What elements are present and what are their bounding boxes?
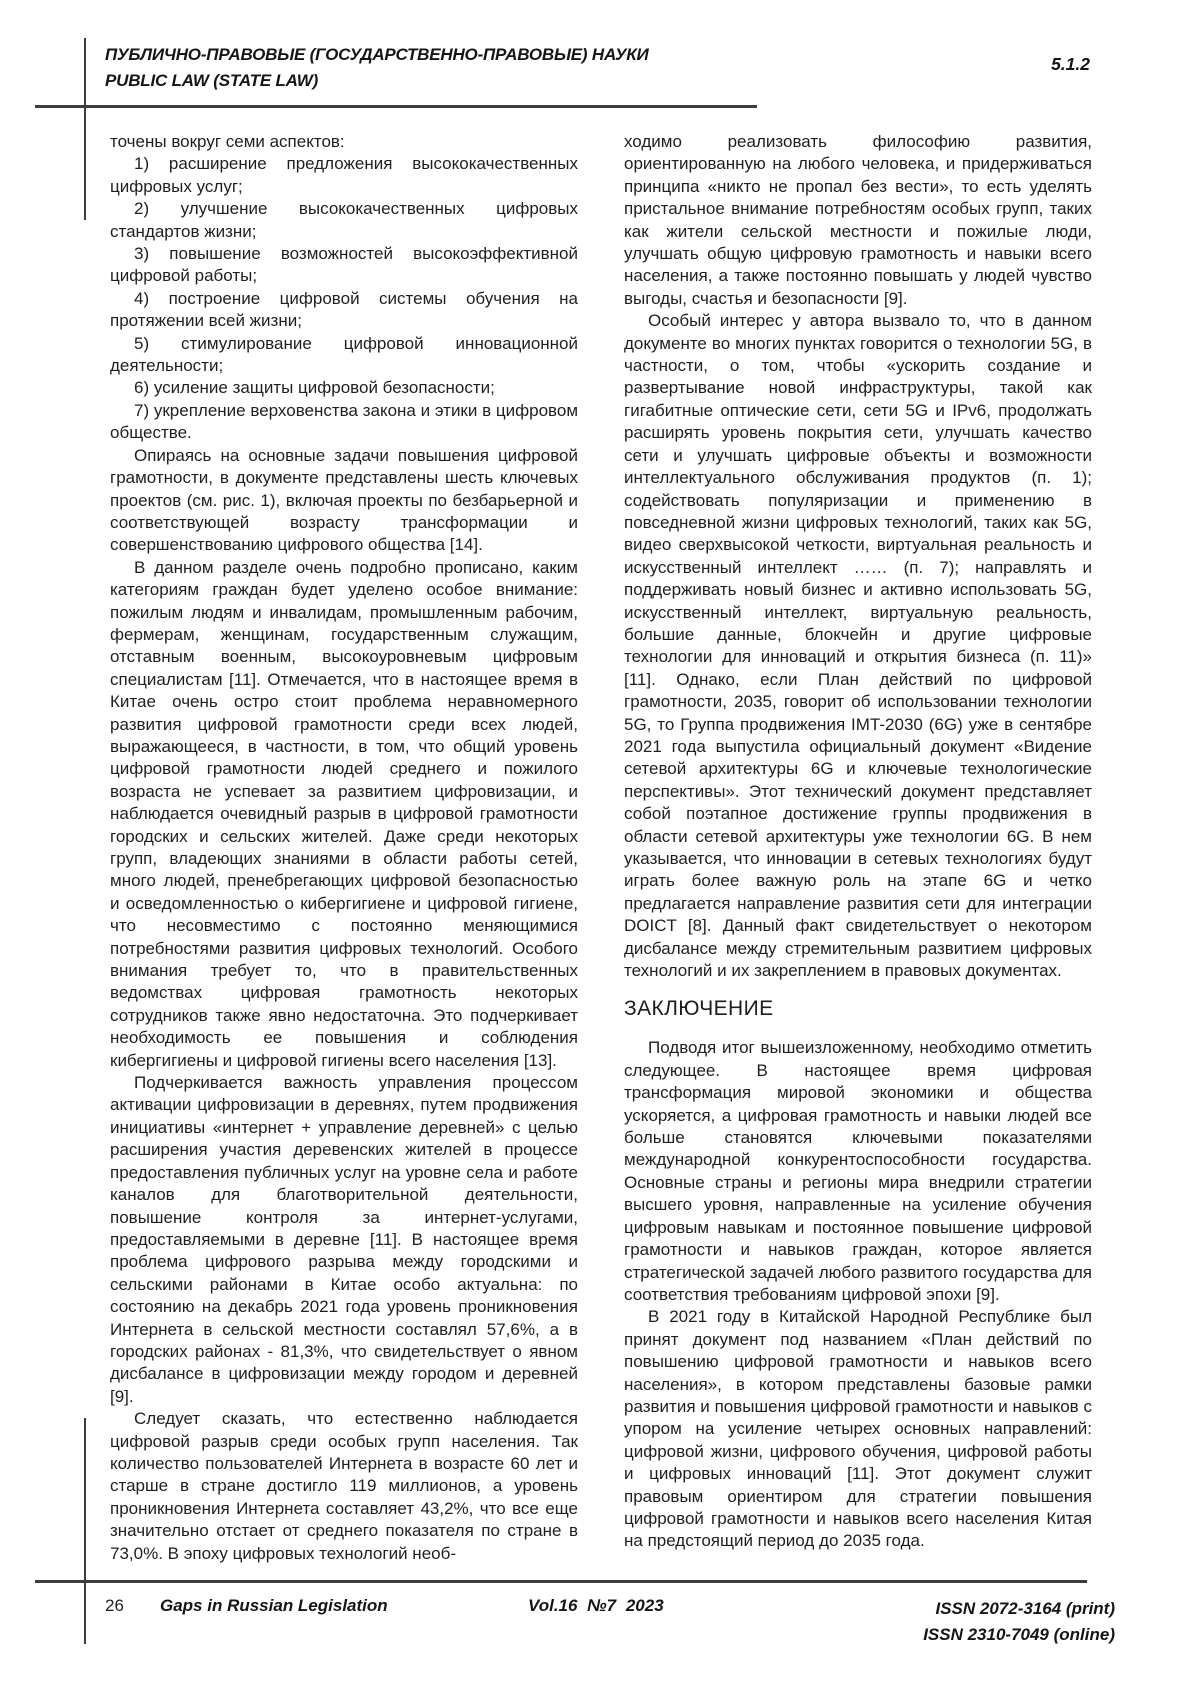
paragraph: В 2021 году в Китайской Народной Республике был принят документ под названием «План действий по повышению цифровой грамотности и навыков всего населения», в котором представлены базовые рамки развития и повышения цифровой грамотности и навыков с упором на усиление четырех основных направлений: цифровой жизни, цифрового обучения, цифровой работы и цифровых инноваций [11]. Этот документ служит правовым ориентиром для стратегии повышения цифровой грамотности и навыков всего населения Китая на предстоящий период до 2035 года.: [624, 1307, 1092, 1551]
page-number: 26: [105, 1596, 124, 1615]
paragraph: Опираясь на основные задачи повышения цифровой грамотности, в документе представлены шесть ключевых проектов (см. рис. 1), включая проекты по безбарьерной и соответствующей возрасту трансформации и совершенствованию цифрового общества [14].: [110, 445, 578, 555]
section-heading: ЗАКЛЮЧЕНИЕ: [624, 997, 774, 1021]
left-column: [110, 131, 578, 1565]
paragraph: 4) построение цифровой системы обучения на протяжении всей жизни;: [110, 288, 578, 331]
paragraph: В данном разделе очень подробно прописано, каким категориям граждан будет уделено особое внимание: пожилым людям и инвалидам, промышленным рабочим, фермерам, женщинам, государственным служащим, отставным военным, высокоуровневым цифровым специалистам [11]. Отмечается, что в настоящее время в Китае очень остро стоит проблема неравномерного развития цифровой грамотности среди всех людей, выражающееся, в частности, в том, что общий уровень цифровой грамотности людей среднего и пожилого возраста не успевает за развитием цифровизации, и наблюдается очевидный разрыв в цифровой грамотности городских и сельских жителей. Даже среди некоторых групп, владеющих знаниями в области работы сетей, много людей, пренебрегающих цифровой безопасностью и осведомленностью о кибергигиене и цифровой гигиене, что несовместимо с постоянно меняющимися потребностями развития цифровых технологий. Особого внимания требует то, что в правительственных ведомствах цифровая грамотность некоторых сотрудников также явно недостаточна. Это подчеркивает необходимость ее повышения и соблюдения кибергигиены и цифровой гигиены всего населения [13].: [110, 557, 578, 1070]
paragraph: 2) улучшение высококачественных цифровых стандартов жизни;: [110, 199, 578, 241]
paragraph: Подчеркивается важность управления процессом активации цифровизации в деревнях, путем продвижения инициативы «интернет + управление деревней» с целью расширения участия деревенских жителей в процессе предоставления публичных услуг на уровне села и работе каналов для благотворительной деятельности, повышение контроля за интернет-услугами, предоставляемыми в деревне [11]. В настоящее время проблема цифрового разрыва между городскими и сельскими районами в Китае особо актуальна: по состоянию на декабрь 2021 года уровень проникновения Интернета в сельской местности составлял 57,6%, а в городских районах - 81,3%, что свидетельствует о явном дисбалансе в цифровизации между городом и деревней [9].: [110, 1073, 578, 1406]
paragraph: Особый интерес у автора вызвало то, что в данном документе во многих пунктах говорится о технологии 5G, в частности, о том, чтобы «ускорить создание и развертывание новой инфраструктуры, такой как гигабитные оптические сети, сети 5G и IPv6, продолжать расширять уровень покрытия сети, улучшать качество сети и улучшать цифровые объекты и возможности интеллектуального обслуживания продуктов (п. 1); содействовать популяризации и применению в повседневной жизни цифровых технологий, таких как 5G, видео сверхвысокой четкости, виртуальная реальность и искусственный интеллект …… (п. 7); направлять и поддерживать новый бизнес и активно использовать 5G, искусственный интеллект, виртуальную реальность, большие данные, блокчейн и другие цифровые технологии для инноваций и открытия бизнеса (п. 11)» [11]. Однако, если План действий по цифровой грамотности, 2035, говорит об использовании технологии 5G, то Группа продвижения IMT-2030 (6G) уже в сентябре 2021 года выпустила официальный документ «Видение сетевой архитектуры 6G и ключевые технологические перспективы». Этот технический документ представляет собой поэтапное достижение группы продвижения в области сетевой архитектуры уже технологии 6G. В нем указывается, что инновации в сетевых технологиях будут играть более важную роль на этапе 6G и четко предлагается направление развития сети для интеграции DOICT [8]. Данный факт свидетельствует о некотором дисбалансе между стремительным развитием цифровых технологий и их закреплением в правовых документах.: [624, 311, 1092, 981]
paragraph: 7) укрепление верховенства закона и этики в цифровом обществе.: [110, 400, 578, 443]
journal-title: Gaps in Russian Legislation: [160, 1596, 388, 1615]
paragraph: 3) повышение возможностей высокоэффективной цифровой работы;: [110, 244, 578, 286]
paragraph: Подводя итог вышеизложенному, необходимо отметить следующее. В настоящее время цифровая трансформация мировой экономики и общества ускоряется, а цифровая грамотность и навыки людей все больше становятся ключевыми показателями международной конкурентоспособности государства. Основные страны и регионы мира внедрили стратегии высшего уровня, направленные на усиление обучения цифровым навыкам и постоянное повышение цифровой грамотности и навыков граждан, которое является стратегической задачей любого развитого государства для соответствия требованиям цифровой эпохи [9].: [624, 1038, 1092, 1304]
footer-rule: [35, 1580, 1087, 1583]
header-rule: [35, 105, 757, 108]
issn-print: ISSN 2072-3164 (print): [935, 1599, 1115, 1618]
article-body: [110, 131, 1092, 1565]
section-number: 5.1.2: [1051, 54, 1090, 74]
paragraph: точены вокруг семи аспектов:: [110, 132, 345, 151]
paragraph: Следует сказать, что естественно наблюдается цифровой разрыв среди особых групп населения. Так количество пользователей Интернета в возрасте 60 лет и старше в стране достигло 119 миллионов, а уровень проникновения Интернета составляет 43,2%, что все еще значительно отстает от среднего показателя по стране в 73,0%. В эпоху цифровых технологий необ-: [110, 1409, 578, 1563]
volume-issue: Vol.16 №7 2023: [528, 1596, 664, 1615]
right-column: [624, 131, 1092, 1565]
paragraph: 1) расширение предложения высококачественных цифровых услуг;: [110, 154, 578, 196]
paragraph: 6) усиление защиты цифровой безопасности;: [134, 378, 495, 398]
paragraph: ходимо реализовать философию развития, ориентированную на любого человека, и придерживаться принципа «никто не пропал без вести», то есть уделять пристальное внимание потребностям особых групп, таких как жители сельской местности и пожилые люди, улучшать общую цифровую грамотность и навыки всего населения, а также постоянно повышать у людей чувство выгоды, счастья и безопасности [9].: [624, 132, 1092, 308]
left-margin-line-top: [84, 38, 86, 220]
issn-block: [923, 1596, 1115, 1648]
issn-online: ISSN 2310-7049 (online): [923, 1625, 1115, 1644]
page-header: [105, 42, 649, 94]
header-title-en: PUBLIC LAW (STATE LAW): [105, 71, 319, 90]
header-title-ru: ПУБЛИЧНО-ПРАВОВЫЕ (ГОСУДАРСТВЕННО-ПРАВОВЫЕ) НАУКИ: [105, 45, 649, 64]
left-margin-line-bottom: [84, 1418, 86, 1644]
paragraph: 5) стимулирование цифровой инновационной деятельности;: [110, 333, 578, 376]
